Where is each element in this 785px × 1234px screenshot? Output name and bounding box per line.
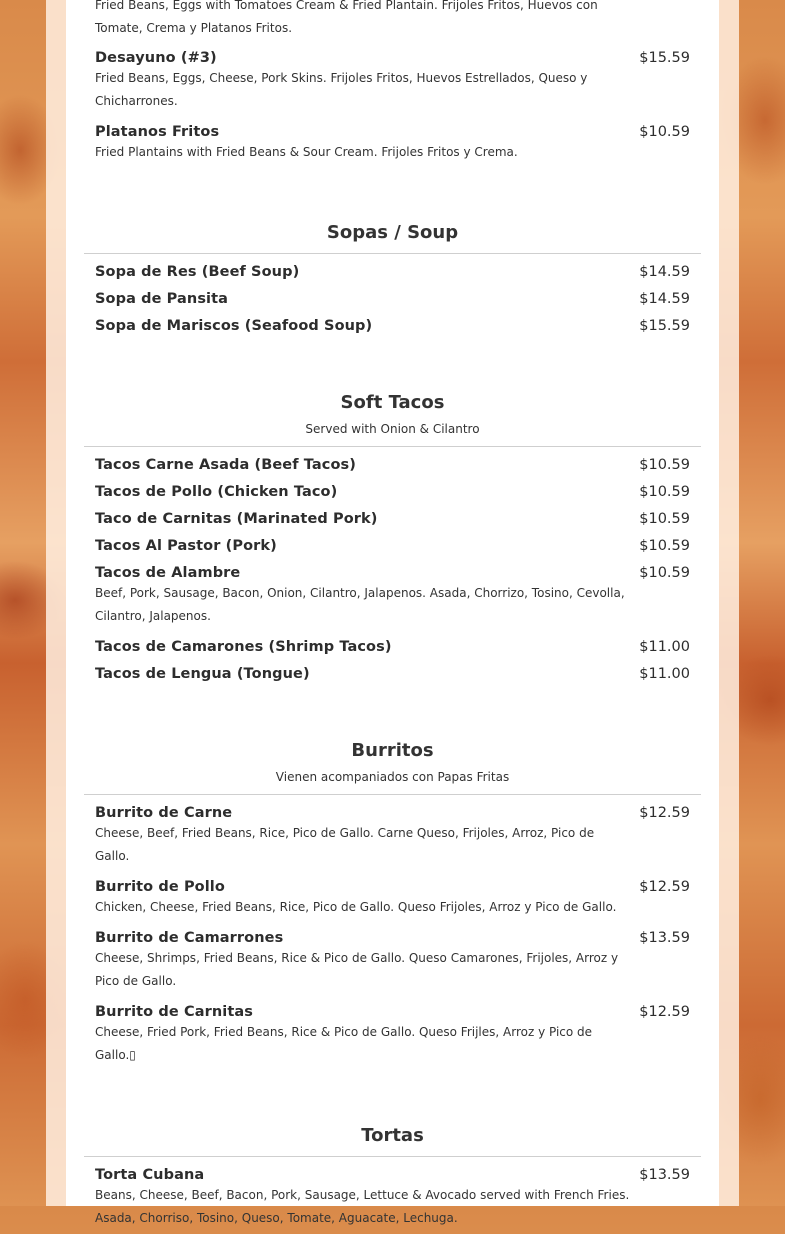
menu-panel	[66, 0, 719, 1225]
section-subtitle: Vienen acompaniados con Papas Fritas	[275, 770, 510, 784]
menu-item-price: $14.59	[639, 264, 690, 280]
menu-item-name: Tacos de Alambre	[95, 565, 241, 581]
menu-item-name: Platanos Fritos	[95, 124, 220, 140]
menu-item-name: Tacos de Lengua (Tongue)	[95, 666, 310, 682]
menu-item-name: Sopa de Mariscos (Seafood Soup)	[95, 318, 373, 334]
section-burritos	[84, 740, 701, 795]
menu-item-price: $12.59	[639, 805, 690, 821]
menu-item-price: $10.59	[639, 565, 690, 581]
menu-item-description: Cheese, Fried Pork, Fried Beans, Rice & Pico de Gallo. Queso Frijles, Arroz y Pico de Gallo.▯	[95, 1025, 593, 1062]
menu-item-price: $10.59	[639, 511, 690, 527]
menu-item-name: Burrito de Carne	[95, 805, 233, 821]
menu-item-price: $13.59	[639, 1167, 690, 1183]
menu-item	[84, 43, 701, 117]
section-soft-tacos	[84, 392, 701, 447]
menu-item-name: Sopa de Res (Beef Soup)	[95, 264, 300, 280]
menu-item-name: Burrito de Carnitas	[95, 1004, 253, 1020]
menu-item	[84, 798, 701, 872]
menu-item-price: $12.59	[639, 879, 690, 895]
menu-item	[84, 284, 701, 311]
menu-item-price: $10.59	[639, 538, 690, 554]
menu-item-name: Tacos de Pollo (Chicken Taco)	[95, 484, 338, 500]
menu-item-price: $12.59	[639, 1004, 690, 1020]
section-subtitle: Served with Onion & Cilantro	[305, 422, 480, 436]
menu-item	[84, 997, 701, 1071]
section-title: Tortas	[361, 1125, 424, 1146]
menu-item-description: Beans, Cheese, Beef, Bacon, Pork, Sausage, Lettuce & Avocado served with French Fries. Asada, Chorriso, Tosino, Queso, Tomate, Aguacate, Lechuga.	[95, 1188, 630, 1225]
menu-item	[84, 311, 701, 338]
menu-item	[84, 872, 701, 923]
menu-item-price: $14.59	[639, 291, 690, 307]
section-divider	[84, 794, 701, 795]
menu-item	[84, 659, 701, 686]
section-title: Soft Tacos	[340, 392, 445, 413]
menu-item-description: Fried Beans, Eggs with Tomatoes Cream & Fried Plantain. Frijoles Fritos, Huevos con Tomate, Crema y Platanos Fritos.	[95, 0, 598, 35]
menu-item	[84, 558, 701, 632]
section-tortas	[84, 1125, 701, 1157]
menu-item	[84, 632, 701, 659]
menu-item-name: Tacos de Camarones (Shrimp Tacos)	[95, 639, 392, 655]
menu-item-description: Chicken, Cheese, Fried Beans, Rice, Pico de Gallo. Queso Frijoles, Arroz y Pico de Gallo.	[95, 900, 617, 914]
menu-item	[84, 450, 701, 477]
menu-item	[84, 257, 701, 284]
menu-item-description: Fried Beans, Eggs, Cheese, Pork Skins. Frijoles Fritos, Huevos Estrellados, Queso y Chicharrones.	[95, 71, 588, 108]
menu-item-name: Burrito de Camarrones	[95, 930, 284, 946]
menu-item-price: $11.00	[639, 666, 690, 682]
menu-item	[84, 504, 701, 531]
menu-item-continued	[84, 0, 701, 43]
menu-item	[84, 477, 701, 504]
section-divider	[84, 446, 701, 447]
menu-item-name: Sopa de Pansita	[95, 291, 229, 307]
menu-item-name: Tacos Al Pastor (Pork)	[95, 538, 277, 554]
menu-item-name: Taco de Carnitas (Marinated Pork)	[95, 511, 378, 527]
section-title: Sopas / Soup	[326, 222, 459, 243]
menu-item-description: Fried Plantains with Fried Beans & Sour Cream. Frijoles Fritos y Crema.	[95, 145, 518, 159]
menu-item-price: $11.00	[639, 639, 690, 655]
menu-item-price: $13.59	[639, 930, 690, 946]
left-page-margin	[46, 0, 66, 1206]
menu-item	[84, 923, 701, 997]
menu-item	[84, 117, 701, 168]
section-title: Burritos	[351, 740, 434, 761]
menu-item-price: $15.59	[639, 50, 690, 66]
menu-item-description: Cheese, Beef, Fried Beans, Rice, Pico de Gallo. Carne Queso, Frijoles, Arroz, Pico de Gallo.	[95, 826, 595, 863]
menu-item-price: $10.59	[639, 124, 690, 140]
menu-item-name: Torta Cubana	[95, 1167, 205, 1183]
menu-item-description: Cheese, Shrimps, Fried Beans, Rice & Pico de Gallo. Queso Camarones, Frijoles, Arroz y Pico de Gallo.	[95, 951, 619, 988]
menu-item	[84, 531, 701, 558]
section-divider	[84, 253, 701, 254]
menu-item-price: $10.59	[639, 457, 690, 473]
section-divider	[84, 1156, 701, 1157]
section-soup	[84, 222, 701, 254]
right-page-margin	[719, 0, 739, 1206]
menu-item-description: Beef, Pork, Sausage, Bacon, Onion, Cilantro, Jalapenos. Asada, Chorrizo, Tosino, Cevolla, Cilantro, Jalapenos.	[95, 586, 625, 623]
menu-item-name: Burrito de Pollo	[95, 879, 225, 895]
menu-content	[84, 0, 701, 1234]
menu-item-name: Tacos Carne Asada (Beef Tacos)	[95, 457, 356, 473]
menu-item-price: $15.59	[639, 318, 690, 334]
menu-item-price: $10.59	[639, 484, 690, 500]
menu-item	[84, 1160, 701, 1234]
menu-item-name: Desayuno (#3)	[95, 50, 217, 66]
